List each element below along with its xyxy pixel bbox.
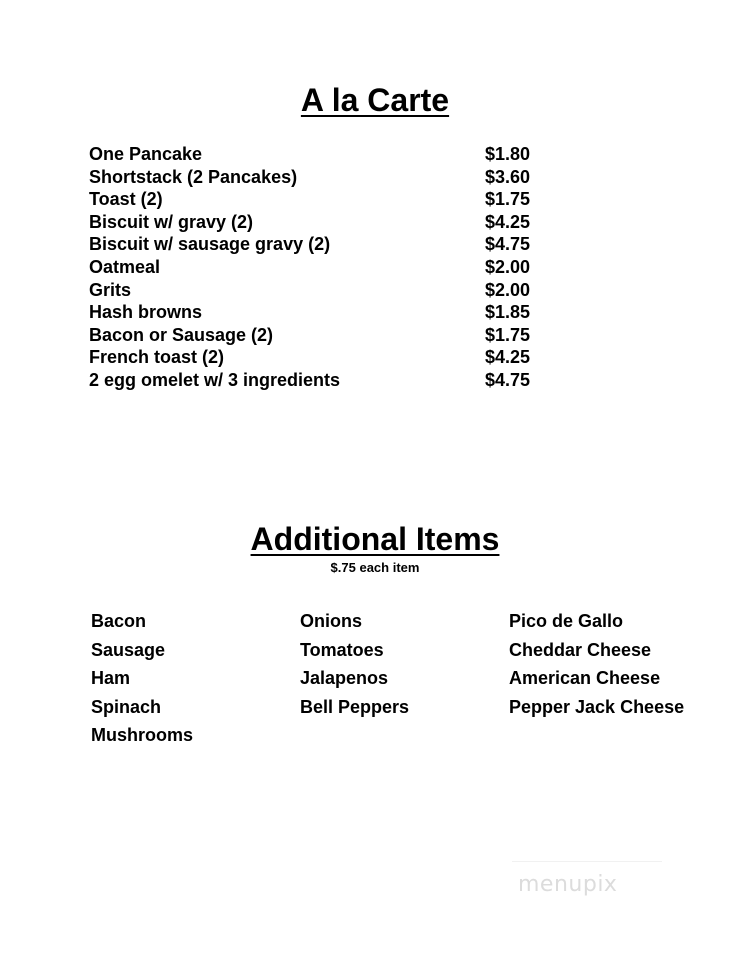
item-price: $1.80 (485, 144, 531, 164)
item-price: $1.75 (485, 324, 531, 345)
additional-items-column (91, 609, 193, 752)
additional-item: Sausage (91, 639, 166, 660)
alacarte-list (89, 143, 549, 392)
additional-items-column (300, 609, 409, 723)
additional-item: Mushrooms (91, 725, 194, 746)
item-price: $2.00 (485, 256, 531, 277)
item-price: $2.00 (485, 279, 531, 300)
item-price: $1.75 (485, 189, 531, 210)
menu-row (89, 211, 549, 234)
item-price: $1.85 (485, 302, 531, 323)
item-name: Toast (2) (89, 189, 163, 210)
item-price: $3.60 (485, 166, 531, 187)
menu-row (89, 324, 549, 347)
additional-item: American Cheese (509, 668, 661, 689)
additional-items-column (509, 609, 684, 723)
item-price: $4.25 (485, 347, 531, 368)
additional-item: Onions (300, 611, 362, 631)
additional-item: Bacon (91, 611, 147, 631)
additional-item: Spinach (91, 696, 162, 717)
item-name: Biscuit w/ sausage gravy (2) (89, 234, 331, 255)
menu-row (89, 233, 549, 256)
additional-item: Cheddar Cheese (509, 639, 652, 660)
item-price: $4.25 (485, 211, 531, 232)
additional-item: Tomatoes (300, 639, 384, 660)
item-name: Shortstack (2 Pancakes) (89, 166, 298, 187)
item-name: 2 egg omelet w/ 3 ingredients (89, 369, 341, 390)
item-name: Hash browns (89, 302, 203, 323)
item-name: One Pancake (89, 144, 203, 164)
item-name: French toast (2) (89, 347, 225, 368)
additional-item: Bell Peppers (300, 696, 410, 717)
additional-items-title: Additional Items (250, 521, 500, 557)
menu-row (89, 188, 549, 211)
menu-row (89, 369, 549, 392)
additional-item: Pepper Jack Cheese (509, 696, 685, 717)
watermark-text: menupix (518, 872, 618, 897)
menu-row (89, 301, 549, 324)
menu-row (89, 166, 549, 189)
item-name: Biscuit w/ gravy (2) (89, 211, 254, 232)
item-price: $4.75 (485, 369, 531, 390)
item-name: Oatmeal (89, 256, 161, 277)
additional-items-price-note: $.75 each item (330, 560, 420, 575)
menu-row (89, 256, 549, 279)
item-name: Bacon or Sausage (2) (89, 324, 274, 345)
watermark-divider (512, 861, 662, 862)
menu-row (89, 143, 549, 166)
item-name: Grits (89, 279, 132, 300)
item-price: $4.75 (485, 234, 531, 255)
menu-row (89, 346, 549, 369)
alacarte-title: A la Carte (300, 82, 450, 118)
additional-item: Jalapenos (300, 668, 389, 689)
menu-row (89, 279, 549, 302)
menupix-watermark (512, 858, 672, 908)
additional-item: Pico de Gallo (509, 611, 624, 631)
additional-item: Ham (91, 668, 131, 689)
